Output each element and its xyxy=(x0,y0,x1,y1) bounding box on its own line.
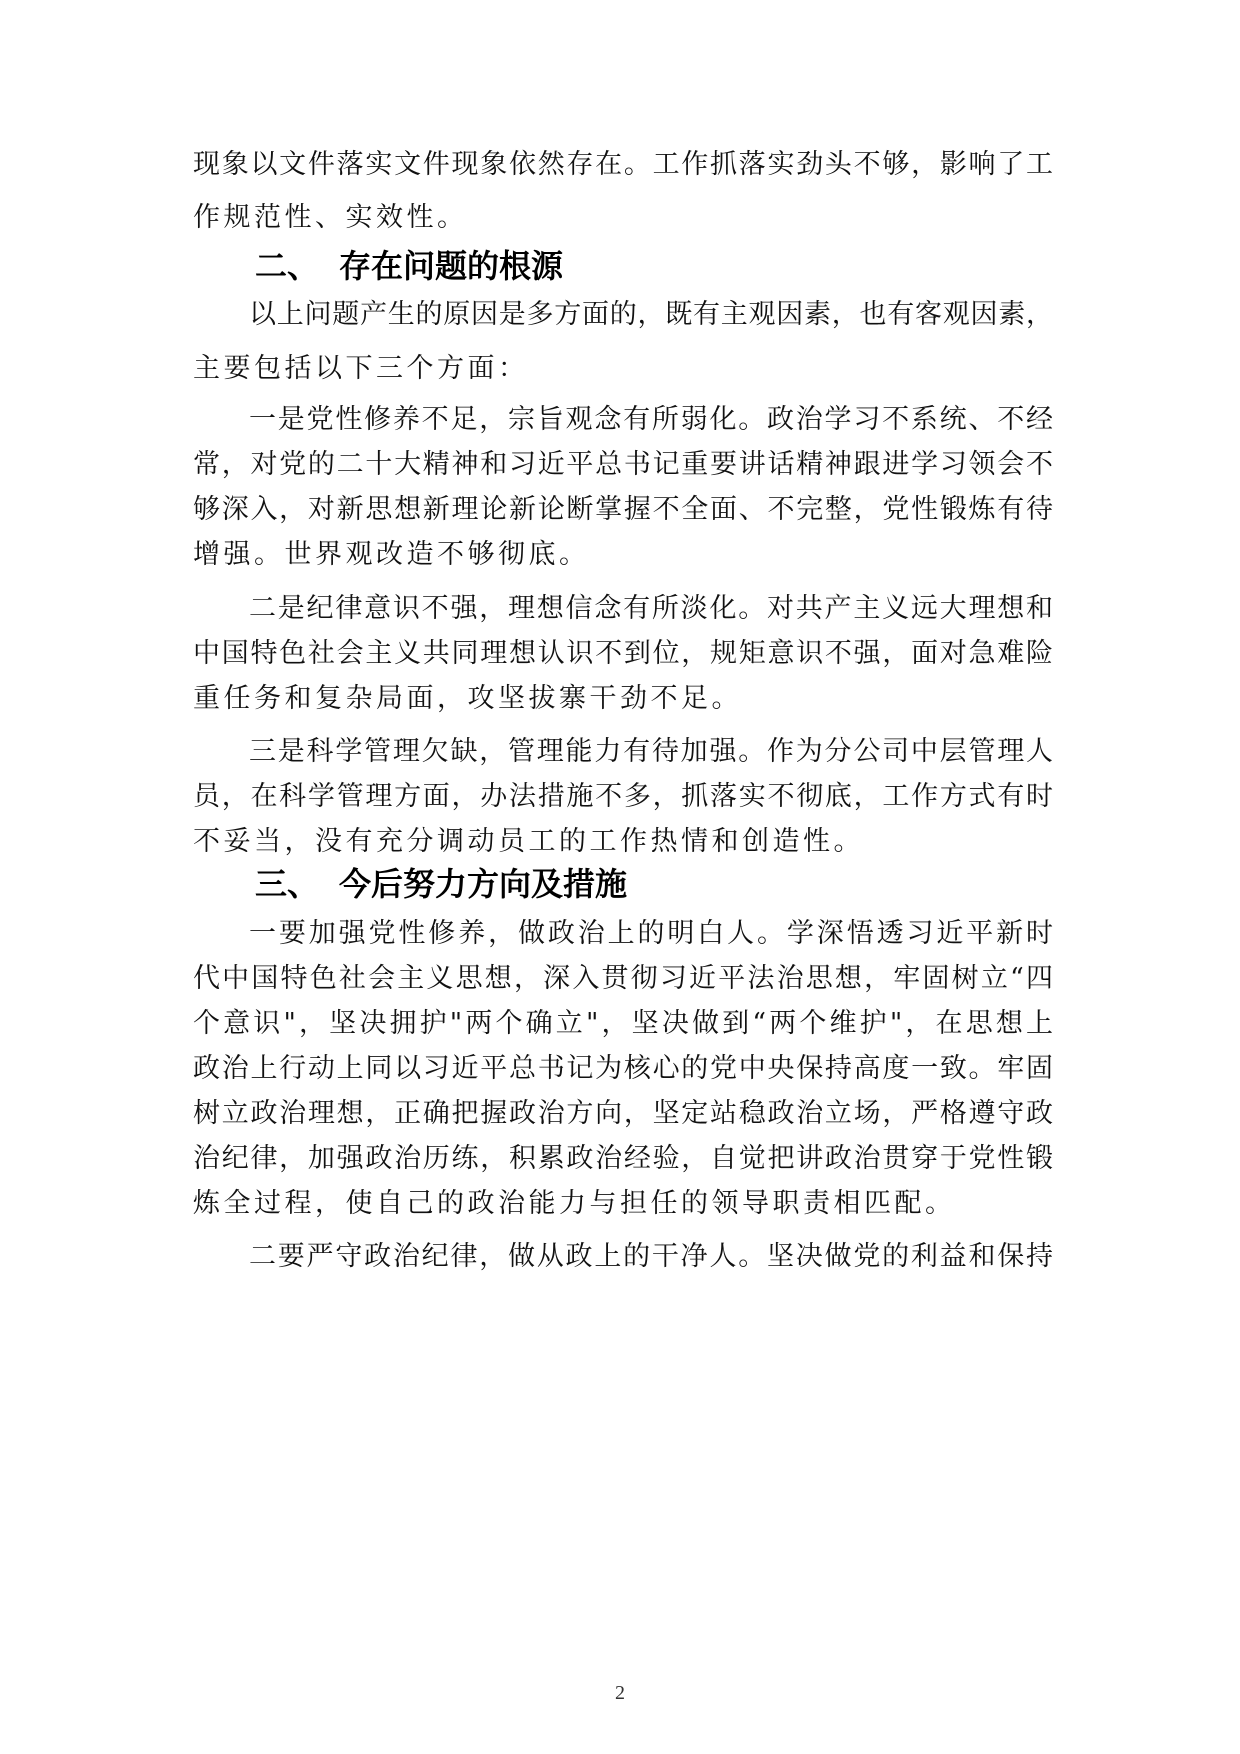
paragraph-line: 一要加强党性修养，做政治上的明白人。学深悟透习近平新时 xyxy=(249,918,1053,949)
section-heading-3 xyxy=(255,860,627,908)
paragraph-line: 二是纪律意识不强，理想信念有所淡化。对共产主义远大理想和 xyxy=(249,593,1053,624)
paragraph-line: 增强。世界观改造不够彻底。 xyxy=(193,539,590,570)
paragraph-line: 作规范性、实效性。 xyxy=(193,202,468,233)
section-title: 今后努力方向及措施 xyxy=(339,865,628,903)
section-title: 存在问题的根源 xyxy=(339,247,564,285)
paragraph-line: 二要严守政治纪律，做从政上的干净人。坚决做党的利益和保持 xyxy=(249,1241,1053,1272)
paragraph-line: 治纪律，加强政治历练，积累政治经验，自觉把讲政治贯穿于党性锻 xyxy=(193,1143,1053,1174)
paragraph-line: 常，对党的二十大精神和习近平总书记重要讲话精神跟进学习领会不 xyxy=(193,449,1053,480)
paragraph-line: 不妥当，没有充分调动员工的工作热情和创造性。 xyxy=(193,826,864,857)
paragraph-line: 政治上行动上同以习近平总书记为核心的党中央保持高度一致。牢固 xyxy=(193,1053,1053,1084)
section-number: 二、 xyxy=(255,247,320,285)
paragraph-line: 重任务和复杂局面，攻坚拔寨干劲不足。 xyxy=(193,683,742,714)
paragraph-line: 中国特色社会主义共同理想认识不到位，规矩意识不强，面对急难险 xyxy=(193,638,1053,669)
section-heading-2 xyxy=(255,242,563,290)
section-number: 三、 xyxy=(255,865,320,903)
page-number: 2 xyxy=(615,1682,625,1704)
paragraph-line: 以上问题产生的原因是多方面的，既有主观因素，也有客观因素， xyxy=(249,299,1053,330)
paragraph-line: 树立政治理想，正确把握政治方向，坚定站稳政治立场，严格遵守政 xyxy=(193,1098,1053,1129)
paragraph-line: 个意识"，坚决拥护"两个确立"，坚决做到“两个维护"，在思想上 xyxy=(193,1008,1053,1039)
paragraph-line: 主要包括以下三个方面： xyxy=(193,353,529,384)
paragraph-line: 炼全过程，使自己的政治能力与担任的领导职责相匹配。 xyxy=(193,1188,956,1219)
paragraph-line: 现象以文件落实文件现象依然存在。工作抓落实劲头不够，影响了工 xyxy=(193,149,1053,180)
paragraph-line: 三是科学管理欠缺，管理能力有待加强。作为分公司中层管理人 xyxy=(249,736,1053,767)
paragraph-line: 代中国特色社会主义思想，深入贯彻习近平法治思想，牢固树立“四 xyxy=(193,963,1053,994)
paragraph-line: 一是党性修养不足，宗旨观念有所弱化。政治学习不系统、不经 xyxy=(249,404,1053,435)
paragraph-line: 员，在科学管理方面，办法措施不多，抓落实不彻底，工作方式有时 xyxy=(193,781,1053,812)
paragraph-line: 够深入，对新思想新理论新论断掌握不全面、不完整，党性锻炼有待 xyxy=(193,494,1053,525)
